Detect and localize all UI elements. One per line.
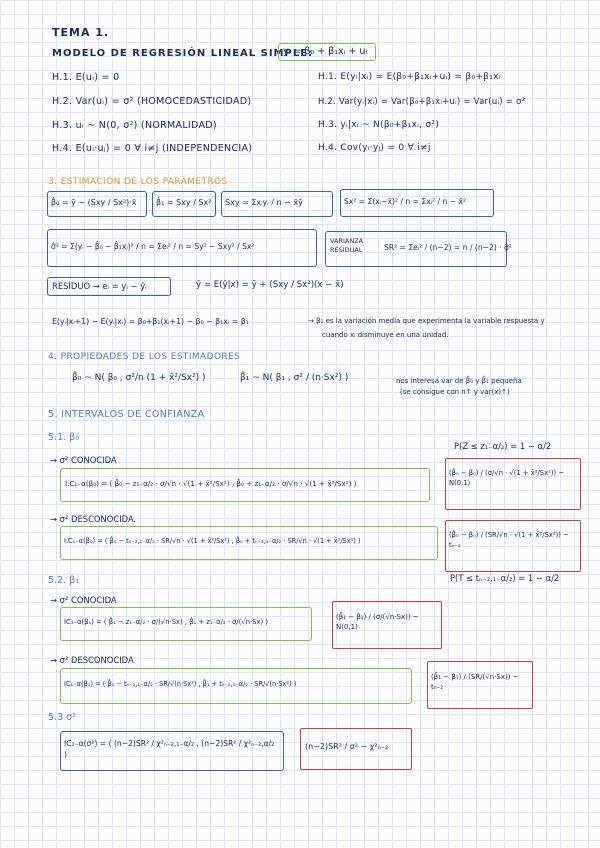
hypothesis-left-2: H.2. Var(uᵢ) = σ² (HOMOCEDASTICIDAD): [52, 96, 252, 107]
residuo: RESIDUO → eᵢ = yᵢ − ŷᵢ: [52, 281, 147, 291]
interp-text-2: cuando xᵢ disminuye en una unidad.: [322, 331, 449, 339]
ic-sigma: IC₁₋α(σ²) = ( (n−2)SR² / χ²ₙ₋₂,₁₋α/₂ , (n−2)SR² / χ²ₙ₋₂,α/₂ ): [64, 739, 275, 759]
model-label: MODELO DE REGRESIÓN LINEAL SIMPLE:: [52, 48, 314, 59]
interp-text-1: → β₁ es la variación media que experimenta la variable respuesta y: [308, 317, 545, 325]
hypothesis-left-3: H.3. uᵢ ~ N(0, σ²) (NORMALIDAD): [52, 120, 217, 131]
varianza-residual: SR² = Σeᵢ² / (n−2) = n / (n−2) · σ̂²: [384, 243, 512, 252]
unknown-b0: → σ² DESCONOCIDA.: [50, 514, 137, 524]
pivot-b1-unknown: (β̂₁ − β₁) / (SR/(√n·Sx)) ~ tₙ₋₂: [431, 673, 519, 691]
hypothesis-right-1: H.1. E(yᵢ|xᵢ) = E(β₀+β₁xᵢ+uᵢ) = β₀+β₁xᵢ: [318, 72, 501, 82]
hypothesis-right-4: H.4. Cov(yᵢ·yⱼ) = 0 ∀ i≠j: [318, 143, 431, 153]
ic-b1-unknown: IC₁₋α(β₁) = ( β̂₁ − tₙ₋₂,₁₋α/₂ · SR/√(n·Sx²) , β̂₁ + tₙ₋₂,₁₋α/₂ · SR/√(n·Sx²) ): [64, 680, 297, 688]
hypothesis-left-4: H.4. E(uᵢ·uⱼ) = 0 ∀ i≠j (INDEPENDENCIA): [52, 143, 253, 154]
hypothesis-left-1: H.1. E(uᵢ) = 0: [52, 72, 120, 83]
hypothesis-right-2: H.2. Var(yᵢ|xᵢ) = Var(β₀+β₁xᵢ+uᵢ) = Var(uᵢ) = σ²: [318, 96, 526, 106]
pivot-b1-known: (β̂₁ − β₁) / (σ/(√n·Sx)) ~ N(0,1): [336, 613, 419, 631]
sx2-formula: Sx² = Σ(xᵢ−x̄)² / n = Σxᵢ² / n − x̄²: [344, 197, 467, 206]
unknown-b1: → σ² DESCONOCIDA: [50, 655, 134, 665]
varianza-residual-label: VARIANZA RESIDUAL: [330, 237, 364, 254]
prediction: ŷ = E(ŷ|x) = ȳ + (Sxy / Sx²)(x − x̄): [196, 280, 344, 290]
sigma2-hat: σ̂² = Σ(yᵢ − β̂₀ − β̂₁xᵢ)² / n = Σeᵢ² / n = Sy² − Sxy² / Sx²: [51, 242, 255, 251]
pivot-sigma: (n−2)SR² / σ² ~ χ²ₙ₋₂: [305, 742, 389, 751]
subsection-52: 5.2. β₁: [48, 575, 80, 586]
note-1: nos interesa var de β̂₀ y β̂₁ pequeña: [396, 377, 522, 385]
beta1-distribution: β̂₁ ~ N( β₁ , σ² / (n·Sx²) ): [240, 373, 349, 383]
known-b1: → σ² CONOCIDA: [50, 595, 117, 605]
section3-title: 3. ESTIMACIÓN DE LOS PARÁMETROS: [48, 177, 228, 187]
beta0-hat: β̂₀ = ȳ − (Sxy / Sx²)·x̄: [51, 198, 137, 207]
subsection-51: 5.1. β₀: [48, 432, 80, 443]
sxy-formula: Sxy = Σxᵢyᵢ / n − x̄ȳ: [225, 198, 303, 207]
pivot-b0-known: (β̂₀ − β₀) / (σ/√n · √(1 + x̄²/Sx²)) ~ N(0,1): [449, 469, 565, 487]
note-2: (se consigue con n↑ y var(x)↑): [400, 388, 510, 396]
pz-formula: P(Z ≤ z₁₋α/₂) = 1 − α/2: [454, 441, 552, 451]
beta0-distribution: β̂₀ ~ N( β₀ , σ²/n (1 + x̄²/Sx²) ): [72, 373, 206, 383]
model-formula: yᵢ = β₀ + β₁xᵢ + uᵢ: [283, 46, 368, 57]
known-b0: → σ² CONOCIDA: [50, 455, 117, 465]
section4-title: 4. PROPIEDADES DE LOS ESTIMADORES: [48, 352, 241, 362]
ic-b0-unknown: I.C₁₋α(β₀) = ( β̂₀ − tₙ₋₂,₁₋α/₂ · SR/√n · √(1 + x̄²/Sx²) , β̂₀ + tₙ₋₂,₁₋α/₂ · SR/√n · √(1 + x̄²/Sx²) ): [64, 537, 361, 545]
section5-title: 5. INTERVALOS DE CONFIANZA: [48, 409, 205, 420]
ic-b1-known: IC₁₋α(β₁) = ( β̂₁ − z₁₋α/₂ · σ/(√n·Sx) , β̂₁ + z₁₋α/₂ · σ/(√n·Sx) ): [64, 618, 268, 626]
interp-formula: E(yᵢ|xᵢ+1) − E(yᵢ|xᵢ) = β₀+β₁(xᵢ+1) − β₀ − β₁xᵢ = β₁: [52, 317, 249, 326]
beta1-hat: β̂₁ = Sxy / Sx²: [156, 198, 212, 207]
ic-b0-known: I.C₁₋α(β₀) = ( β̂₀ − z₁₋α/₂ · σ/√n · √(1 + x̄²/Sx²) , β̂₀ + z₁₋α/₂ · σ/√n · √(1 + x̄²/Sx²) ): [65, 479, 357, 488]
tema-title: TEMA 1.: [52, 26, 110, 39]
pt-formula: P(T ≤ tₙ₋₂,₁₋α/₂) = 1 − α/2: [450, 573, 560, 583]
pivot-b0-unknown: (β̂₀ − β₀) / (SR/√n · √(1 + x̄²/Sx²)) ~ tₙ₋₂: [449, 531, 569, 549]
hypothesis-right-3: H.3. yᵢ|xᵢ ~ N(β₀+β₁xᵢ, σ²): [318, 120, 440, 130]
subsection-53: 5.3 σ²: [48, 712, 76, 723]
